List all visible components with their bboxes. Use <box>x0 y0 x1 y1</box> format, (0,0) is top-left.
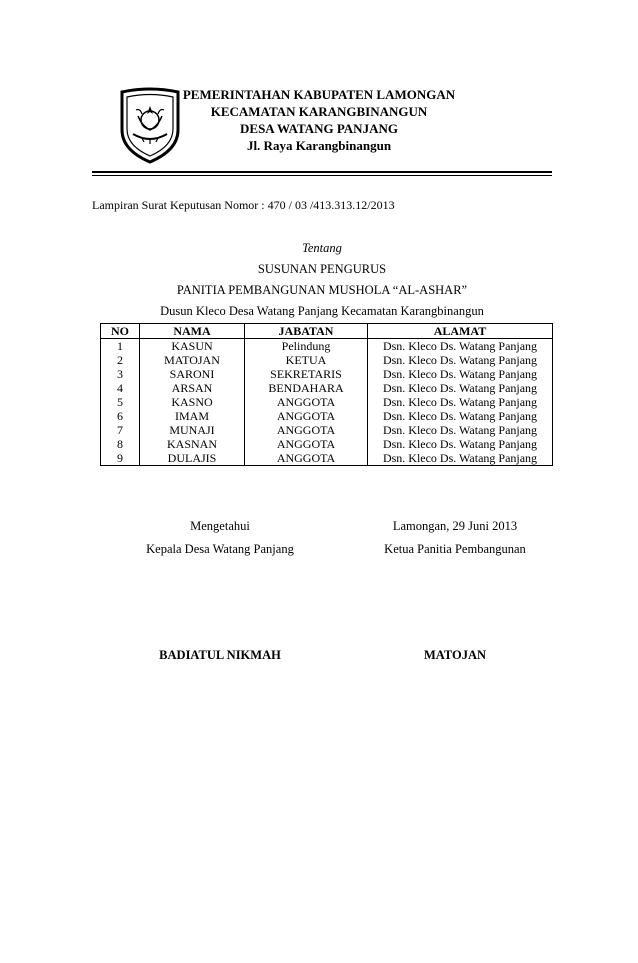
cell-no: 4 <box>101 381 140 395</box>
header-line-government: PEMERINTAHAN KABUPATEN LAMONGAN <box>182 87 456 102</box>
cell-nama: MATOJAN <box>140 353 245 367</box>
table-row <box>101 353 553 367</box>
cell-no: 2 <box>101 353 140 367</box>
cell-jabatan: ANGGOTA <box>245 409 368 423</box>
tentang-label: Tentang <box>302 241 342 255</box>
cell-no: 6 <box>101 409 140 423</box>
header-nama: NAMA <box>140 324 245 339</box>
table-row <box>101 367 553 381</box>
document-title: SUSUNAN PENGURUS <box>257 262 387 276</box>
cell-alamat: Dsn. Kleco Ds. Watang Panjang <box>368 395 553 409</box>
document-location: Dusun Kleco Desa Watang Panjang Kecamatan Karangbinangun <box>160 304 484 318</box>
cell-jabatan: SEKRETARIS <box>245 367 368 381</box>
committee-table <box>100 323 553 466</box>
sig-right-date: Lamongan, 29 Juni 2013 <box>392 519 518 533</box>
cell-jabatan: Pelindung <box>245 339 368 354</box>
table-row <box>101 423 553 437</box>
header-line-village: DESA WATANG PANJANG <box>240 121 398 136</box>
cell-no: 5 <box>101 395 140 409</box>
sig-right-name: MATOJAN <box>423 648 487 662</box>
sig-left-name: BADIATUL NIKMAH <box>159 648 281 662</box>
cell-nama: MUNAJI <box>140 423 245 437</box>
header-divider-thick <box>92 171 552 173</box>
cell-jabatan: ANGGOTA <box>245 451 368 466</box>
header-no: NO <box>101 324 140 339</box>
table-body <box>101 339 553 466</box>
cell-nama: IMAM <box>140 409 245 423</box>
cell-no: 7 <box>101 423 140 437</box>
cell-nama: ARSAN <box>140 381 245 395</box>
cell-alamat: Dsn. Kleco Ds. Watang Panjang <box>368 339 553 354</box>
cell-alamat: Dsn. Kleco Ds. Watang Panjang <box>368 353 553 367</box>
cell-nama: SARONI <box>140 367 245 381</box>
cell-alamat: Dsn. Kleco Ds. Watang Panjang <box>368 367 553 381</box>
cell-alamat: Dsn. Kleco Ds. Watang Panjang <box>368 451 553 466</box>
table-row <box>101 409 553 423</box>
cell-nama: KASNO <box>140 395 245 409</box>
cell-alamat: Dsn. Kleco Ds. Watang Panjang <box>368 409 553 423</box>
document-subtitle: PANITIA PEMBANGUNAN MUSHOLA “AL-ASHAR” <box>176 283 468 297</box>
table-row <box>101 451 553 466</box>
cell-jabatan: ANGGOTA <box>245 423 368 437</box>
table-header-row <box>101 324 553 339</box>
cell-no: 3 <box>101 367 140 381</box>
table-row <box>101 339 553 354</box>
sig-left-mengetahui: Mengetahui <box>190 519 250 533</box>
cell-jabatan: KETUA <box>245 353 368 367</box>
header-divider-thin <box>92 175 552 176</box>
header-line-district: KECAMATAN KARANGBINANGUN <box>210 104 428 119</box>
cell-no: 1 <box>101 339 140 354</box>
sig-right-position: Ketua Panitia Pembangunan <box>384 542 526 556</box>
header-alamat: ALAMAT <box>368 324 553 339</box>
cell-jabatan: ANGGOTA <box>245 395 368 409</box>
cell-nama: KASUN <box>140 339 245 354</box>
cell-nama: KASNAN <box>140 437 245 451</box>
lampiran-reference: Lampiran Surat Keputusan Nomor : 470 / 03 /413.313.12/2013 <box>92 198 395 212</box>
header-line-address: Jl. Raya Karangbinangun <box>246 138 392 153</box>
sig-left-position: Kepala Desa Watang Panjang <box>146 542 294 556</box>
table-row <box>101 395 553 409</box>
cell-jabatan: BENDAHARA <box>245 381 368 395</box>
table-row <box>101 437 553 451</box>
cell-nama: DULAJIS <box>140 451 245 466</box>
cell-alamat: Dsn. Kleco Ds. Watang Panjang <box>368 381 553 395</box>
table-row <box>101 381 553 395</box>
header-jabatan: JABATAN <box>245 324 368 339</box>
cell-alamat: Dsn. Kleco Ds. Watang Panjang <box>368 437 553 451</box>
cell-no: 8 <box>101 437 140 451</box>
cell-jabatan: ANGGOTA <box>245 437 368 451</box>
cell-alamat: Dsn. Kleco Ds. Watang Panjang <box>368 423 553 437</box>
cell-no: 9 <box>101 451 140 466</box>
